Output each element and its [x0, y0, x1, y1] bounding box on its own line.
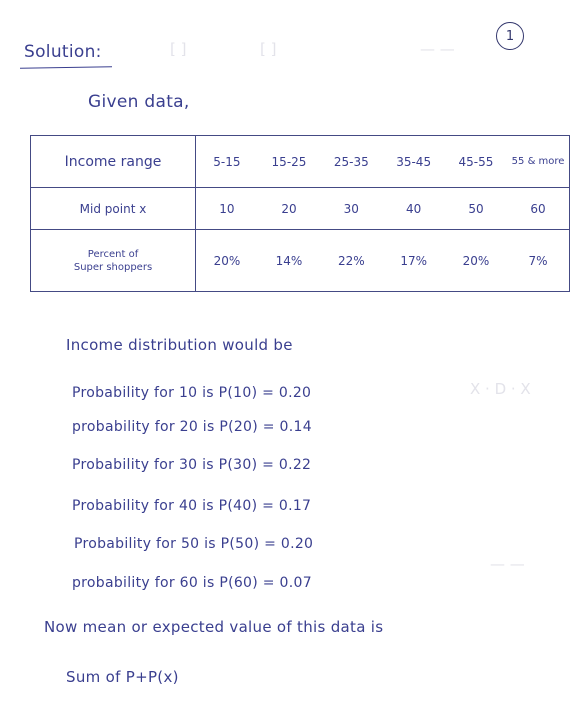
table-row — [31, 230, 570, 292]
table-cell: 35-45 — [382, 136, 444, 188]
page-number: 1 — [505, 28, 515, 44]
row-label-line: Super shoppers — [73, 261, 153, 273]
table-cell: 20 — [258, 188, 320, 230]
row-label-text: Income range — [64, 153, 162, 170]
distribution-intro-text: Income distribution would be — [66, 336, 293, 354]
row-label-line: Percent of — [87, 248, 139, 260]
income-data-table — [30, 135, 570, 292]
probability-line: Probability for 10 is P(10) = 0.20 — [72, 385, 312, 401]
probability-line: probability for 20 is P(20) = 0.14 — [72, 419, 312, 435]
row-label-text — [74, 248, 152, 274]
table-cell: 20% — [196, 230, 258, 292]
table-cell: 20% — [445, 230, 507, 292]
heading-underline — [20, 66, 112, 69]
sum-text: Sum of P+P(x) — [66, 668, 179, 686]
solution-heading: Solution: — [24, 42, 102, 62]
table-cell: 17% — [382, 230, 444, 292]
table-cell: 7% — [507, 230, 569, 292]
bleed-through-mark: X · D · X — [470, 380, 531, 398]
table-cell: 25-35 — [320, 136, 382, 188]
table-cell: 30 — [320, 188, 382, 230]
table-cell: 10 — [196, 188, 258, 230]
table-cell: 50 — [445, 188, 507, 230]
probability-line: Probability for 30 is P(30) = 0.22 — [72, 457, 312, 473]
row-label-text: Mid point x — [79, 201, 147, 216]
table-cell: 45-55 — [445, 136, 507, 188]
table-cell: 40 — [382, 188, 444, 230]
given-data-text: Given data, — [88, 92, 190, 112]
bleed-through-mark: [ ] — [260, 40, 277, 58]
table-cell: 22% — [320, 230, 382, 292]
probability-line: probability for 60 is P(60) = 0.07 — [72, 575, 312, 591]
conclusion-text: Now mean or expected value of this data is — [44, 618, 384, 636]
table-cell: 55 & more — [507, 136, 569, 188]
row-label-mid-point — [31, 188, 196, 230]
table-row — [31, 188, 570, 230]
bleed-through-mark: — — — [420, 40, 455, 58]
table-cell: 5-15 — [196, 136, 258, 188]
table-row — [31, 136, 570, 188]
bleed-through-mark: [ ] — [170, 40, 187, 58]
page-number-circle — [496, 22, 524, 50]
probability-line: Probability for 50 is P(50) = 0.20 — [74, 536, 314, 552]
bleed-through-mark: — — — [490, 555, 525, 573]
table-cell: 60 — [507, 188, 569, 230]
table-cell: 14% — [258, 230, 320, 292]
row-label-income-range — [31, 136, 196, 188]
table-cell: 15-25 — [258, 136, 320, 188]
probability-line: Probability for 40 is P(40) = 0.17 — [72, 498, 312, 514]
row-label-percent — [31, 230, 196, 292]
